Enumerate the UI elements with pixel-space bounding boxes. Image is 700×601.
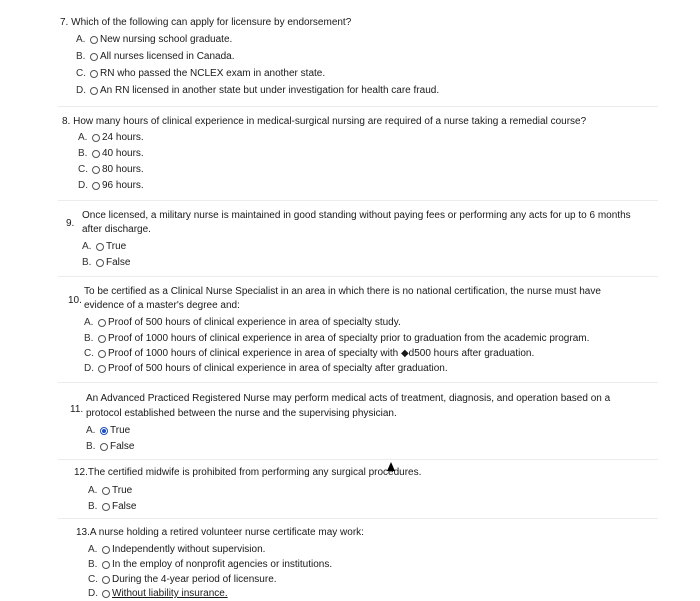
radio-icon[interactable]	[96, 243, 104, 251]
q7-option-a[interactable]: A. New nursing school graduate.	[76, 34, 233, 45]
q13-option-d[interactable]: D. Without liability insurance.	[88, 588, 228, 599]
mouse-cursor-icon	[387, 462, 395, 471]
q10-option-a[interactable]: A. Proof of 500 hours of clinical experience in area of specialty study.	[84, 317, 401, 328]
radio-icon[interactable]	[102, 576, 110, 584]
question-12-stem: 12.The certified midwife is prohibited from performing any surgical procedures.	[74, 467, 422, 478]
question-10-stem-line1: To be certified as a Clinical Nurse Specialist in an area in which there is no national certification, the nurse must have	[84, 286, 601, 297]
q10-option-d[interactable]: D. Proof of 500 hours of clinical experience in area of specialty after graduation.	[84, 363, 448, 374]
divider	[58, 200, 658, 201]
question-11-stem-line2: protocol established between the nurse and the supervising physician.	[86, 408, 397, 419]
divider	[58, 459, 658, 460]
radio-icon[interactable]	[98, 319, 106, 327]
q8-option-a[interactable]: A. 24 hours.	[78, 132, 144, 143]
radio-icon[interactable]	[98, 365, 106, 373]
q7-option-d[interactable]: D. An RN licensed in another state but under investigation for health care fraud.	[76, 85, 440, 96]
radio-icon[interactable]	[92, 150, 100, 158]
question-13-stem: 13.A nurse holding a retired volunteer nurse certificate may work:	[76, 527, 364, 538]
radio-selected-icon[interactable]	[100, 427, 108, 435]
q7-option-c[interactable]: C. RN who passed the NCLEX exam in another state.	[76, 68, 326, 79]
question-10-number: 10.	[68, 295, 82, 306]
radio-icon[interactable]	[92, 182, 100, 190]
q13-option-b[interactable]: B. In the employ of nonprofit agencies or institutions.	[88, 559, 333, 570]
radio-icon[interactable]	[102, 561, 110, 569]
question-11-stem-line1: An Advanced Practiced Registered Nurse may perform medical acts of treatment, diagnosis, and operation based on a	[86, 393, 611, 404]
radio-icon[interactable]	[102, 546, 110, 554]
question-9-stem-line2: after discharge.	[82, 224, 151, 235]
radio-icon[interactable]	[92, 134, 100, 142]
q13-option-c[interactable]: C. During the 4-year period of licensure.	[88, 574, 277, 585]
radio-icon[interactable]	[102, 503, 110, 511]
q13-option-a[interactable]: A. Independently without supervision.	[88, 544, 266, 555]
radio-icon[interactable]	[90, 87, 98, 95]
q12-option-a[interactable]: A. True	[88, 485, 133, 496]
question-9-number: 9.	[66, 218, 75, 229]
radio-icon[interactable]	[98, 350, 106, 358]
q8-option-c[interactable]: C. 80 hours.	[78, 164, 144, 175]
q11-option-a[interactable]: A. True	[86, 425, 131, 436]
q12-option-b[interactable]: B. False	[88, 501, 137, 512]
radio-icon[interactable]	[98, 335, 106, 343]
radio-icon[interactable]	[90, 36, 98, 44]
q11-option-b[interactable]: B. False	[86, 441, 135, 452]
divider	[58, 106, 658, 107]
radio-icon[interactable]	[90, 53, 98, 61]
radio-icon[interactable]	[96, 259, 104, 267]
radio-icon[interactable]	[102, 487, 110, 495]
question-11-number: 11.	[70, 404, 84, 415]
q7-option-b[interactable]: B. All nurses licensed in Canada.	[76, 51, 235, 62]
q9-option-a[interactable]: A. True	[82, 241, 127, 252]
radio-icon[interactable]	[90, 70, 98, 78]
radio-icon[interactable]	[100, 443, 108, 451]
question-8-stem: 8. How many hours of clinical experience in medical-surgical nursing are required of a nurse taking a remedial course?	[62, 116, 587, 127]
radio-icon[interactable]	[92, 166, 100, 174]
q8-option-d[interactable]: D. 96 hours.	[78, 180, 144, 191]
q10-option-b[interactable]: B. Proof of 1000 hours of clinical experience in area of specialty prior to graduation from the academic program.	[84, 333, 590, 344]
question-10-stem-line2: evidence of a master's degree and:	[84, 300, 240, 311]
radio-icon[interactable]	[102, 590, 110, 598]
q9-option-b[interactable]: B. False	[82, 257, 131, 268]
q8-option-b[interactable]: B. 40 hours.	[78, 148, 144, 159]
divider	[58, 518, 658, 519]
divider	[58, 382, 658, 383]
q10-option-c[interactable]: C. Proof of 1000 hours of clinical experience in area of specialty with ◆d500 hours after graduation.	[84, 348, 535, 359]
question-7-stem: 7. Which of the following can apply for licensure by endorsement?	[60, 17, 352, 28]
divider	[58, 276, 658, 277]
question-9-stem-line1: Once licensed, a military nurse is maintained in good standing without paying fees or performing any acts for up to 6 months	[82, 210, 631, 221]
